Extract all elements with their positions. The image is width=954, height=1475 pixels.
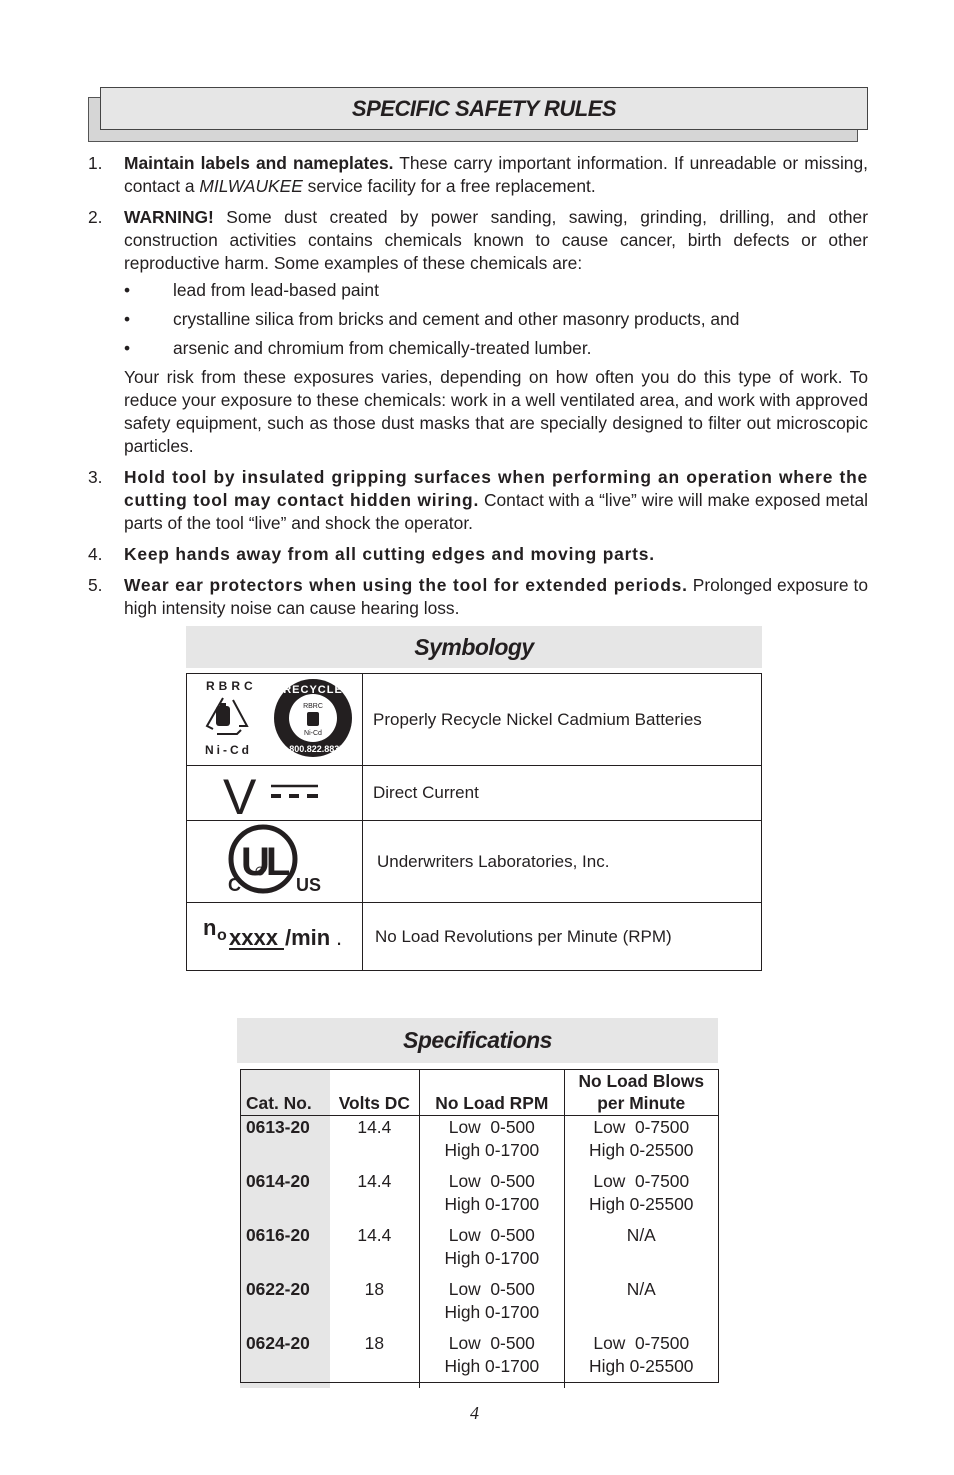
rule-heading: Wear ear protectors when using the tool for extended periods.: [124, 575, 688, 595]
cat-number: 0613-20: [240, 1115, 330, 1170]
rule-5: [88, 574, 868, 620]
specifications-header: [237, 1018, 718, 1063]
volts: 18: [330, 1332, 420, 1388]
volts: 18: [330, 1278, 420, 1332]
page-number: 4: [470, 1403, 479, 1423]
rpm-dot: .: [336, 925, 343, 950]
nicd-label: Ni-Cd: [205, 743, 252, 757]
rule-number: 3.: [88, 467, 103, 487]
rule-text: Some dust created by power sanding, sawing, grinding, drilling, and other construction activities contains chemicals known to cause cancer, birth defects or other reproductive harm. Some examples of these chemicals are:: [124, 207, 868, 273]
volt-symbol: V: [223, 769, 257, 815]
chemical-list: [124, 279, 868, 360]
cat-number: 0616-20: [240, 1224, 330, 1278]
rule-2: [88, 206, 868, 458]
table-header-row: [240, 1069, 718, 1115]
no-load-rpm: Low 0-500 High 0-1700: [420, 1278, 564, 1332]
seal-inner-top: RBRC: [303, 703, 323, 710]
bullet-icon: •: [124, 309, 131, 329]
rpm-xxxx: xxxx: [229, 925, 278, 950]
symbology-header: [186, 626, 762, 668]
symbology-table: [186, 673, 762, 971]
symbol-description: Underwriters Laboratories, Inc.: [363, 821, 762, 903]
no-load-rpm: Low 0-500 High 0-1700: [420, 1170, 564, 1224]
blows-per-minute: Low 0-7500 High 0-25500: [589, 1116, 694, 1160]
volts: 14.4: [330, 1170, 420, 1224]
list-item: • crystalline silica from bricks and cement and other masonry products, and: [124, 309, 740, 329]
ul-c-mark: C: [228, 875, 241, 895]
table-row: [240, 1332, 718, 1388]
rpm-unit: /min: [285, 925, 331, 950]
rule-4: [88, 543, 868, 566]
no-load-rpm: Low 0-500 High 0-1700: [420, 1224, 564, 1278]
specifications-title: Specifications: [403, 1027, 552, 1053]
column-header: No Load RPM: [420, 1069, 564, 1115]
rpm-o: o: [217, 927, 227, 944]
rpm-n: n: [203, 915, 217, 940]
cat-number: 0614-20: [240, 1170, 330, 1224]
symbol-description: Properly Recycle Nickel Cadmium Batteries: [363, 674, 762, 766]
blows-per-minute: Low 0-7500 High 0-25500: [589, 1332, 694, 1376]
symbology-row: [187, 674, 762, 766]
battery-icon: [216, 706, 230, 726]
symbology-row: [187, 903, 762, 971]
rule-heading: WARNING!: [124, 207, 214, 227]
rule-heading: Maintain labels and nameplates.: [124, 153, 394, 173]
symbol-description: No Load Revolutions per Minute (RPM): [363, 903, 762, 971]
column-header: No Load Blows per Minute: [564, 1069, 718, 1115]
seal-inner-bottom: Ni-Cd: [304, 730, 322, 737]
rule-number: 1.: [88, 153, 103, 173]
ul-listing-icon: [187, 821, 363, 903]
exposure-paragraph: Your risk from these exposures varies, depending on how often you do this type of work. To reduce your exposure to these chemicals: work in a well ventilated area, and work with approved safety equipment, such as those dust masks that are specially designed to filter out microscopic particles.: [124, 367, 868, 456]
blows-per-minute: N/A: [626, 1224, 656, 1245]
list-item: • lead from lead-based paint: [124, 280, 379, 300]
bullet-icon: •: [124, 338, 131, 358]
ul-mark: UL: [241, 840, 287, 884]
rule-text: Contact with a “live” wire will make exposed metal parts of the tool “live” and shock the operator.: [124, 490, 868, 533]
rule-heading: Keep hands away from all cutting edges and moving parts.: [124, 544, 655, 564]
rule-heading: Hold tool by insulated gripping surfaces when performing an operation where the cutting tool may contact hidden wiring.: [124, 467, 868, 510]
table-row: [240, 1224, 718, 1278]
rbrc-label: RBRC: [206, 679, 257, 693]
rule-number: 4.: [88, 544, 103, 564]
cat-number: 0624-20: [240, 1332, 330, 1388]
symbology-title: Symbology: [414, 633, 534, 660]
bullet-icon: •: [124, 280, 131, 300]
seal-phone-text: 1.800.822.8837: [281, 744, 345, 754]
section-banner: [100, 87, 868, 130]
table-row: [240, 1115, 718, 1170]
rule-text: service facility for a free replacement.: [302, 176, 596, 196]
safety-rules-list: [88, 152, 868, 628]
symbol-description: Direct Current: [363, 766, 762, 821]
blows-per-minute: N/A: [626, 1278, 656, 1299]
rule-1: [88, 152, 868, 198]
volts: 14.4: [330, 1224, 420, 1278]
table-row: [240, 1170, 718, 1224]
no-load-rpm: Low 0-500 High 0-1700: [420, 1115, 564, 1170]
brand-name: MILWAUKEE: [199, 176, 303, 196]
seal-ring-text: RECYCLE: [283, 684, 343, 696]
column-header: Volts DC: [330, 1069, 420, 1115]
specifications-table: [240, 1069, 718, 1388]
cat-number: 0622-20: [240, 1278, 330, 1332]
no-load-rpm: Low 0-500 High 0-1700: [420, 1332, 564, 1388]
list-item: • arsenic and chromium from chemically-treated lumber.: [124, 338, 592, 358]
no-load-rpm-icon: [187, 903, 363, 971]
rule-3: [88, 466, 868, 535]
section-title: SPECIFIC SAFETY RULES: [351, 95, 617, 121]
column-header: Cat. No.: [240, 1069, 330, 1115]
rule-text: Prolonged exposure to high intensity noise can cause hearing loss.: [124, 575, 868, 618]
rbrc-recycle-icon: [187, 674, 363, 766]
symbology-row: [187, 821, 762, 903]
table-row: [240, 1278, 718, 1332]
volts: 14.4: [330, 1115, 420, 1170]
rule-number: 5.: [88, 575, 103, 595]
blows-per-minute: Low 0-7500 High 0-25500: [589, 1170, 694, 1214]
symbology-row: [187, 766, 762, 821]
ul-us-mark: US: [296, 875, 322, 895]
direct-current-icon: [187, 766, 363, 821]
rule-text: These carry important information. If unreadable or missing, contact a: [124, 153, 868, 196]
rule-number: 2.: [88, 207, 103, 227]
